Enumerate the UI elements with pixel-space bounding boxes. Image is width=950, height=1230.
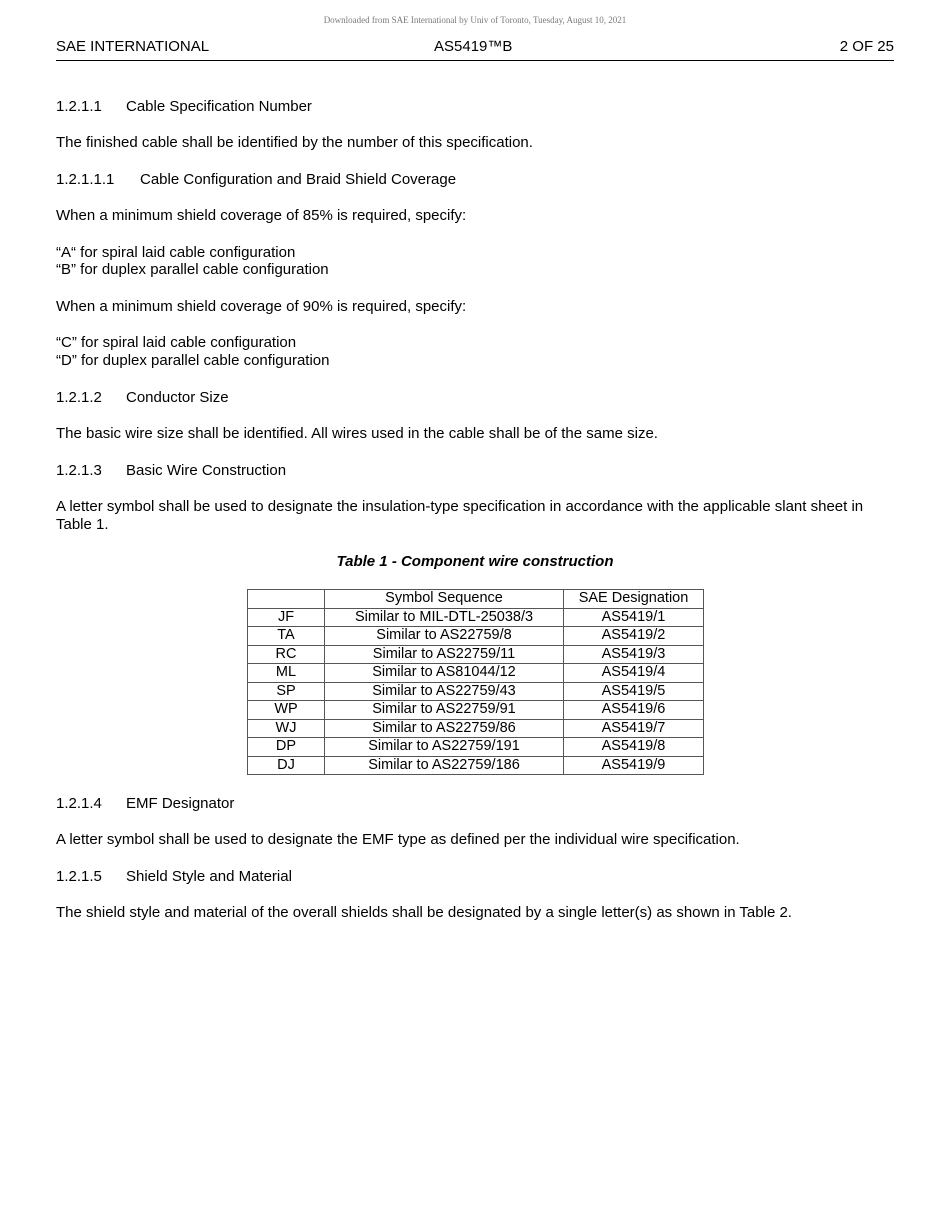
section-title: EMF Designator [126,795,235,812]
paragraph: The finished cable shall be identified by the number of this specification. [56,134,533,151]
section-number: 1.2.1.3 [56,462,102,479]
header-page-number: 2 OF 25 [839,38,894,55]
table-cell: Similar to AS22759/191 [325,738,564,757]
section-heading [56,171,456,189]
paragraph: When a minimum shield coverage of 85% is required, specify: [56,207,467,224]
paragraph: A letter symbol shall be used to designate the EMF type as defined per the individual wire specification. [56,831,740,848]
section-title: Conductor Size [126,389,229,406]
table-cell: Similar to AS22759/43 [325,682,564,701]
table-row [248,608,704,627]
table-cell: ML [248,664,325,683]
table-cell: AS5419/3 [564,645,704,664]
table-cell: Similar to AS22759/91 [325,701,564,720]
section-number: 1.2.1.1.1 [56,171,115,188]
table-header-row [248,590,704,609]
table-row [248,627,704,646]
table-cell: RC [248,645,325,664]
table-cell: AS5419/9 [564,756,704,775]
paragraph: When a minimum shield coverage of 90% is required, specify: [56,298,467,315]
table-caption: Table 1 - Component wire construction [336,553,614,570]
paragraph: The basic wire size shall be identified. All wires used in the cable shall be of the same size. [56,425,658,442]
table-cell: AS5419/6 [564,701,704,720]
table-row [248,756,704,775]
section-title: Cable Configuration and Braid Shield Coverage [140,171,457,188]
section-number: 1.2.1.2 [56,389,102,406]
table-cell: Similar to AS81044/12 [325,664,564,683]
table-cell: DJ [248,756,325,775]
list-item: “B” for duplex parallel cable configuration [56,261,329,278]
table-cell: Similar to AS22759/8 [325,627,564,646]
table-cell: DP [248,738,325,757]
table-cell: AS5419/4 [564,664,704,683]
table-cell: AS5419/7 [564,719,704,738]
list-item: “A“ for spiral laid cable configuration [56,244,296,261]
table-row [248,738,704,757]
table-cell: JF [248,608,325,627]
paragraph: A letter symbol shall be used to designate the insulation-type specification in accordance with the applicable slant sheet in Table 1. [56,498,864,533]
table-cell: Similar to AS22759/186 [325,756,564,775]
table-cell: WP [248,701,325,720]
section-title: Cable Specification Number [126,98,312,115]
column-header: Symbol Sequence [325,590,564,609]
list-item: “D” for duplex parallel cable configuration [56,352,330,369]
table-row [248,645,704,664]
paragraph: The shield style and material of the overall shields shall be designated by a single letter(s) as shown in Table 2. [56,904,792,921]
section-heading [56,795,234,813]
section-heading [56,389,229,407]
header-doc-number: AS5419™B [434,38,513,55]
section-title: Basic Wire Construction [126,462,287,479]
header-org: SAE INTERNATIONAL [56,38,210,55]
table-cell: Similar to AS22759/86 [325,719,564,738]
column-header [248,590,325,609]
section-heading [56,868,292,886]
table-row [248,701,704,720]
table-cell: Similar to MIL-DTL-25038/3 [325,608,564,627]
section-number: 1.2.1.5 [56,868,102,885]
table-cell: AS5419/2 [564,627,704,646]
table-row [248,664,704,683]
table-cell: AS5419/1 [564,608,704,627]
section-heading [56,98,312,116]
page-header [56,38,894,61]
table-cell: AS5419/5 [564,682,704,701]
column-header: SAE Designation [564,590,704,609]
table-cell: SP [248,682,325,701]
table-cell: WJ [248,719,325,738]
section-title: Shield Style and Material [126,868,292,885]
component-wire-table [247,589,704,775]
section-heading [56,462,286,480]
table-cell: Similar to AS22759/11 [325,645,564,664]
list-item: “C” for spiral laid cable configuration [56,334,297,351]
table-cell: AS5419/8 [564,738,704,757]
section-number: 1.2.1.4 [56,795,102,812]
table-cell: TA [248,627,325,646]
section-number: 1.2.1.1 [56,98,102,115]
table-row [248,682,704,701]
download-watermark: Downloaded from SAE International by Univ of Toronto, Tuesday, August 10, 2021 [323,15,627,25]
table-row [248,719,704,738]
